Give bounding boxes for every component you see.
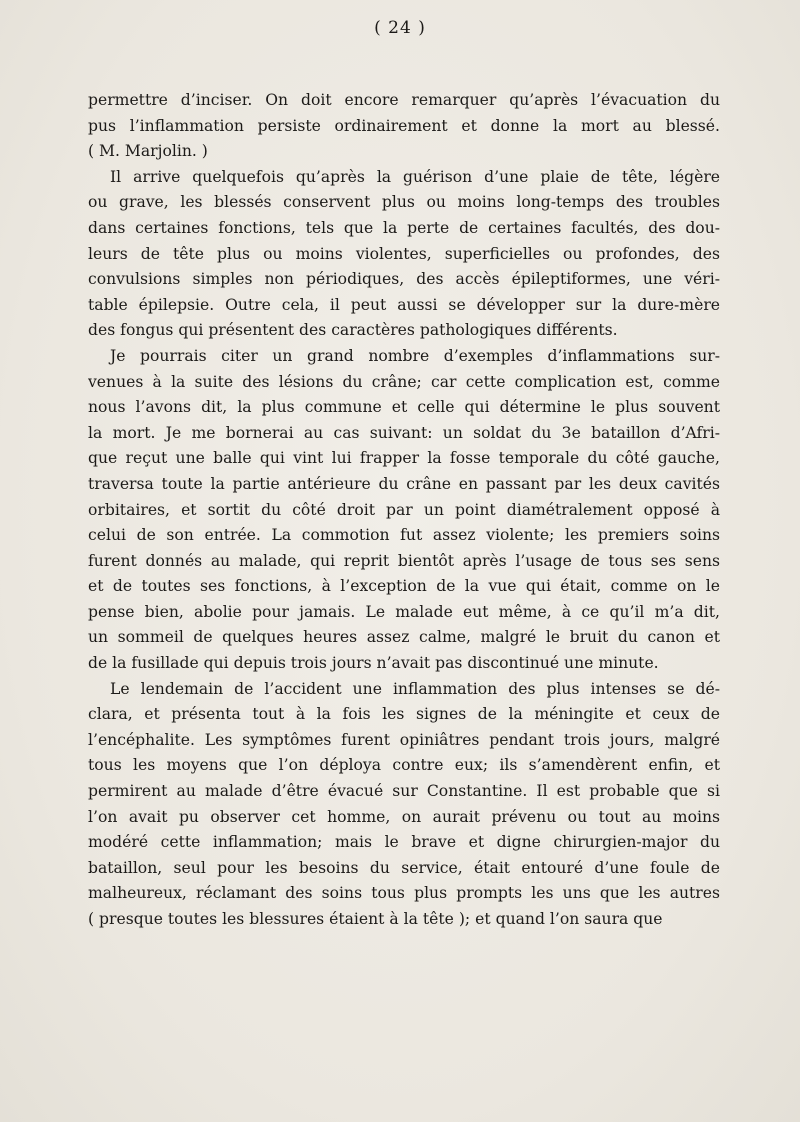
page-number: ( 24 ) — [374, 18, 426, 38]
text-line: ou grave, les blessés conservent plus ou moins long-temps des troubles — [88, 193, 720, 212]
paragraph — [88, 165, 720, 344]
text-line: Le lendemain de l’accident une inflammation des plus intenses se dé- — [110, 679, 720, 698]
text-line: pense bien, abolie pour jamais. Le malade eut même, à ce qu’il m’a dit, — [88, 602, 720, 621]
text-line: venues à la suite des lésions du crâne; car cette complication est, comme — [88, 372, 720, 391]
text-line: table épilepsie. Outre cela, il peut aussi se développer sur la dure-mère — [88, 295, 720, 314]
text-line: ( presque toutes les blessures étaient à la tête ); et quand l’on saura que — [88, 910, 663, 928]
text-line: permettre d’inciser. On doit encore remarquer qu’après l’évacuation du — [88, 91, 720, 109]
text-line: un sommeil de quelques heures assez calme, malgré le bruit du canon et — [88, 628, 720, 647]
text-line: des fongus qui présentent des caractères pathologiques différents. — [88, 321, 618, 340]
text-line: leurs de tête plus ou moins violentes, superficielles ou profondes, des — [88, 244, 720, 263]
text-line: l’on avait pu observer cet homme, on aurait prévenu ou tout au moins — [88, 807, 720, 826]
body-text — [88, 88, 720, 933]
text-line: modéré cette inflammation; mais le brave et digne chirurgien-major du — [88, 833, 720, 852]
text-line: ( M. Marjolin. ) — [88, 142, 208, 161]
text-line: tous les moyens que l’on déploya contre eux; ils s’amendèrent enfin, et — [88, 756, 720, 775]
text-line: dans certaines fonctions, tels que la perte de certaines facultés, des dou- — [88, 218, 720, 237]
text-line: malheureux, réclamant des soins tous plus prompts les uns que les autres — [88, 884, 720, 903]
text-line: furent donnés au malade, qui reprit bientôt après l’usage de tous ses sens — [88, 551, 720, 570]
text-line: bataillon, seul pour les besoins du service, était entouré d’une foule de — [88, 858, 720, 877]
text-line: clara, et présenta tout à la fois les signes de la méningite et ceux de — [88, 705, 720, 724]
text-line: l’encéphalite. Les symptômes furent opiniâtres pendant trois jours, malgré — [88, 730, 720, 749]
paragraph — [88, 344, 720, 677]
text-line: convulsions simples non périodiques, des accès épileptiformes, une véri- — [88, 270, 720, 289]
text-line: permirent au malade d’être évacué sur Constantine. Il est probable que si — [88, 782, 720, 801]
text-line: traversa toute la partie antérieure du crâne en passant par les deux cavités — [88, 474, 720, 493]
text-line: nous l’avons dit, la plus commune et celle qui détermine le plus souvent — [88, 398, 720, 417]
text-line: que reçut une balle qui vint lui frapper la fosse temporale du côté gauche, — [88, 449, 720, 468]
text-line: Il arrive quelquefois qu’après la guérison d’une plaie de tête, légère — [110, 167, 720, 186]
text-line: Je pourrais citer un grand nombre d’exemples d’inflammations sur- — [110, 346, 720, 365]
paragraph — [88, 677, 720, 933]
text-line: celui de son entrée. La commotion fut assez violente; les premiers soins — [88, 526, 720, 545]
text-line: pus l’inflammation persiste ordinairement et donne la mort au blessé. — [88, 116, 720, 135]
text-line: et de toutes ses fonctions, à l’exception de la vue qui était, comme on le — [88, 577, 720, 596]
text-line: de la fusillade qui depuis trois jours n’avait pas discontinué une minute. — [88, 654, 659, 673]
paragraph — [88, 88, 720, 165]
text-line: orbitaires, et sortit du côté droit par un point diamétralement opposé à — [88, 500, 720, 519]
text-line: la mort. Je me bornerai au cas suivant: un soldat du 3e bataillon d’Afri- — [88, 423, 720, 442]
